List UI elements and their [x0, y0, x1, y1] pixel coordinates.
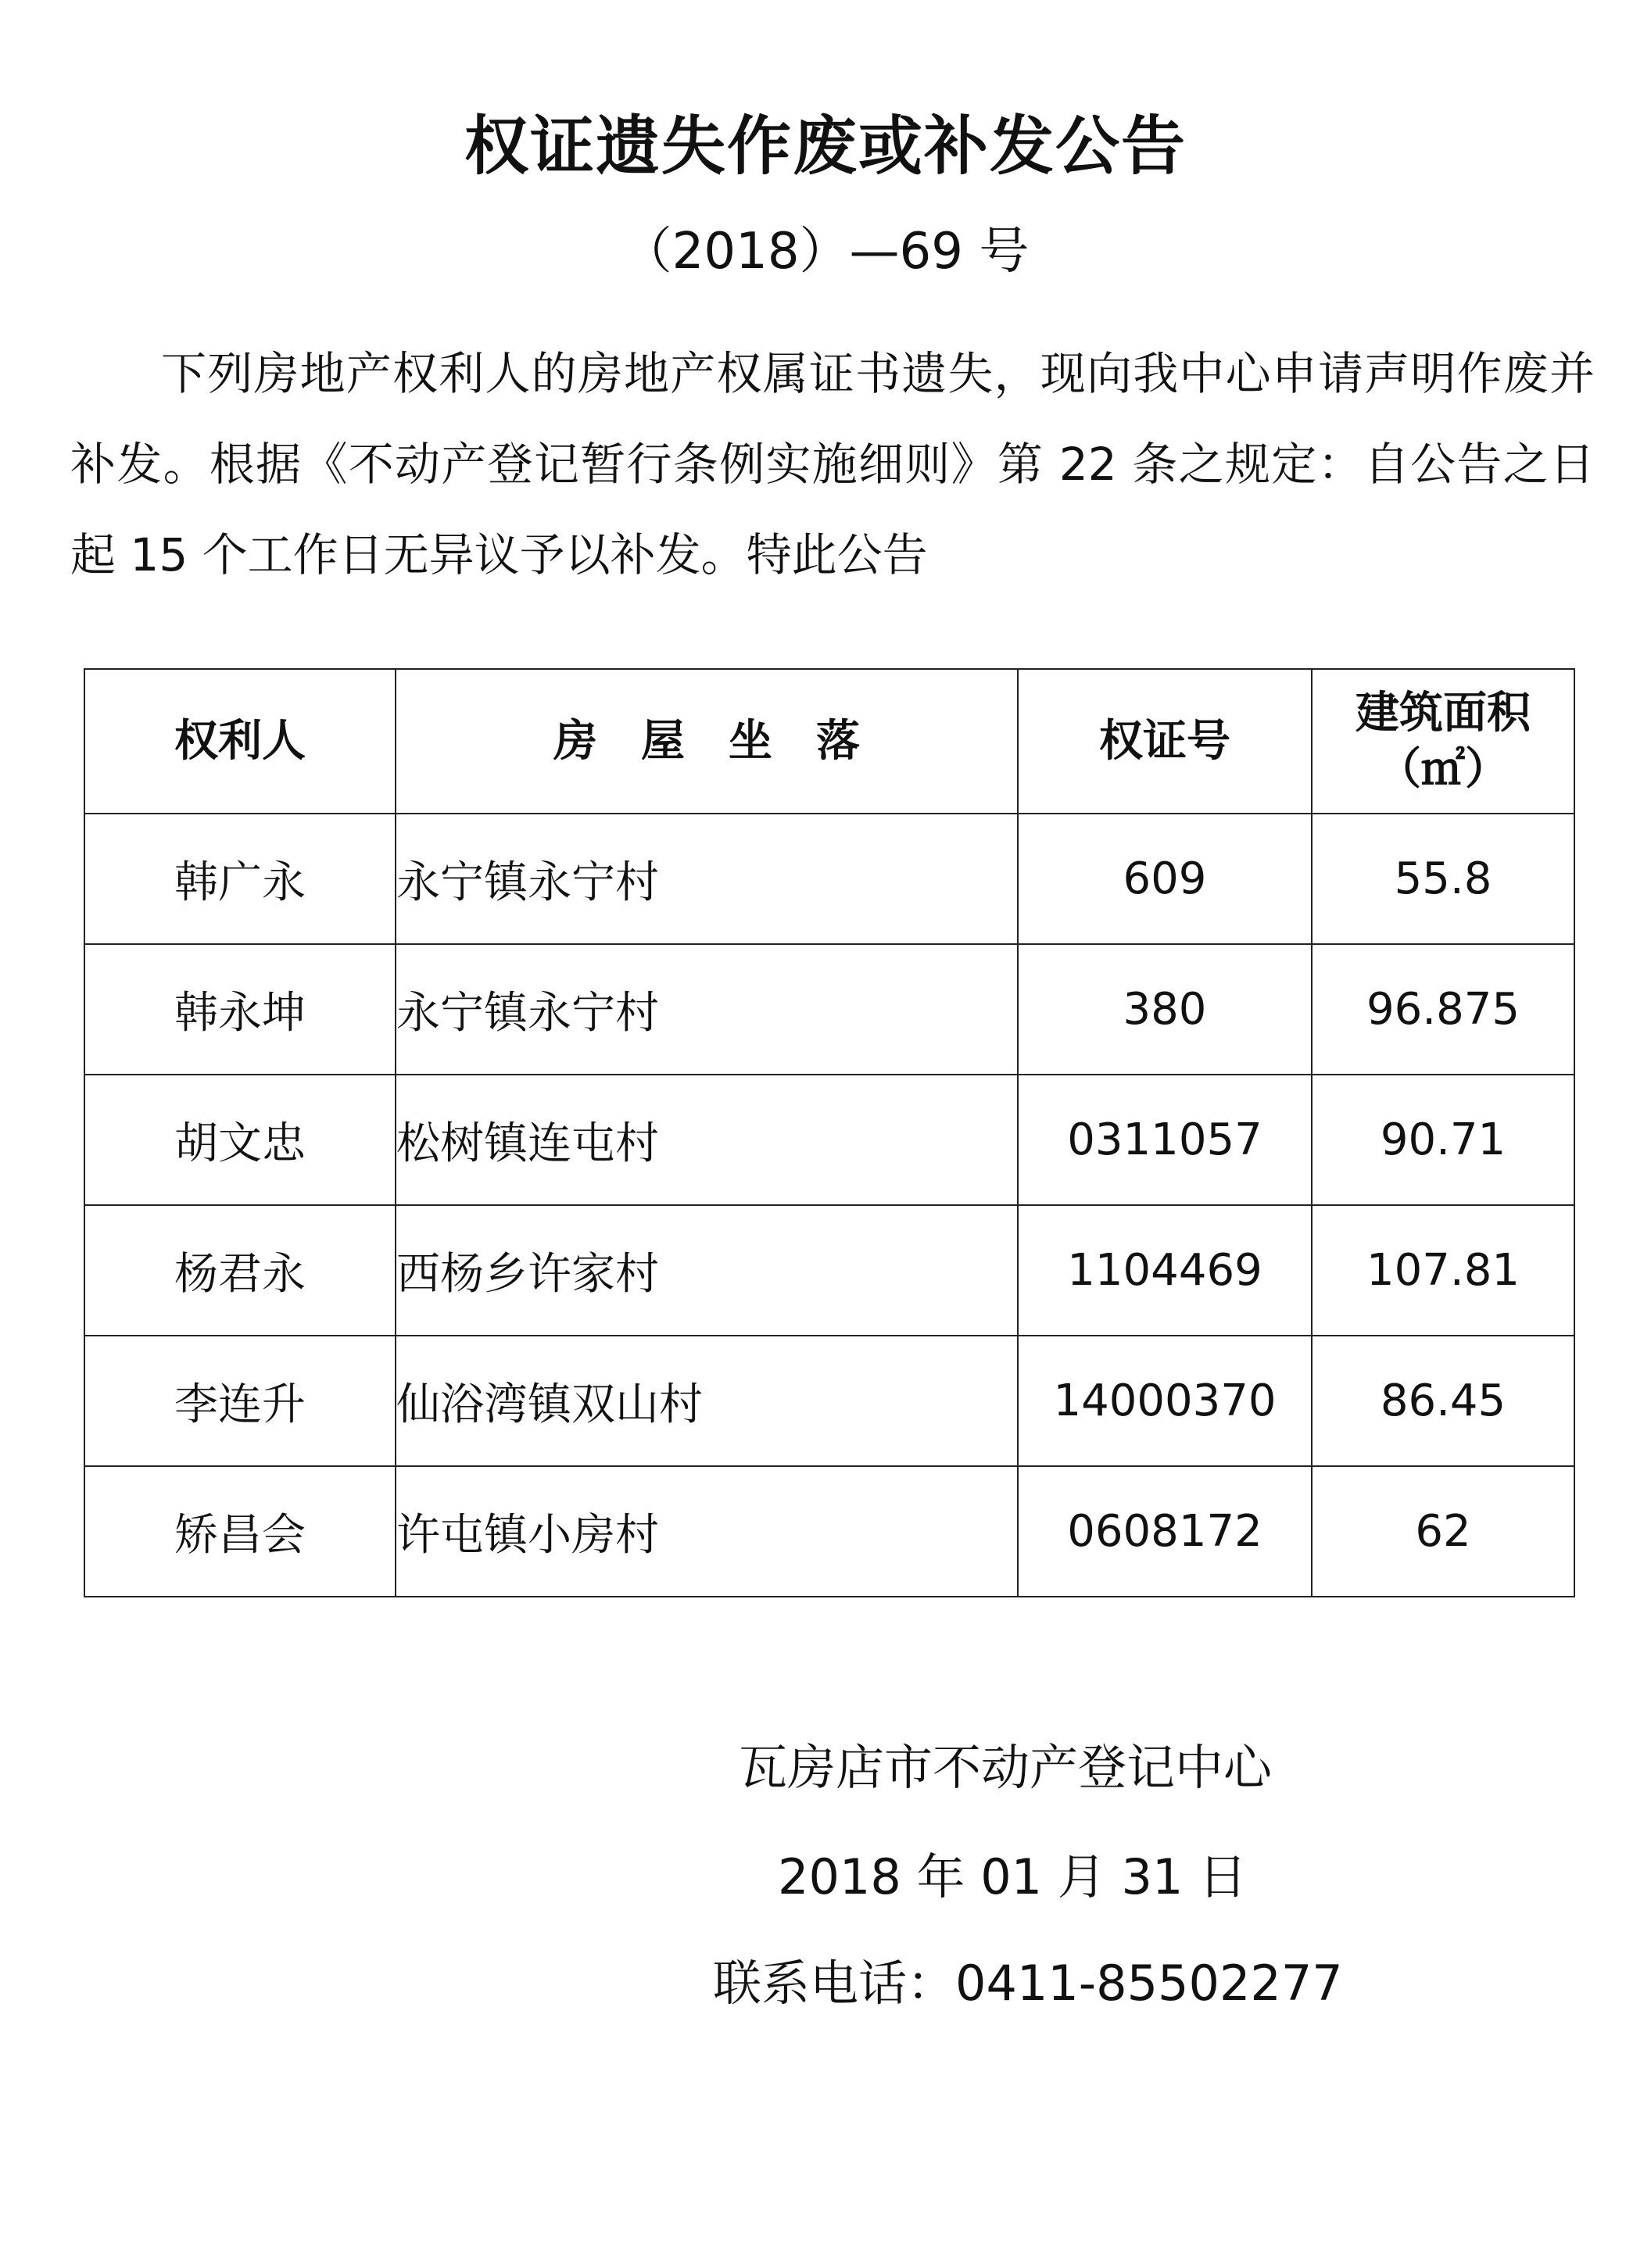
cert-no-cell: 14000370: [1018, 1336, 1312, 1466]
holder-cell: 杨君永: [84, 1205, 396, 1336]
location-cell: 仙浴湾镇双山村: [396, 1336, 1018, 1466]
area-cell: 107.81: [1312, 1205, 1574, 1336]
location-cell: 西杨乡许家村: [396, 1205, 1018, 1336]
cert-no-cell: 0608172: [1018, 1466, 1312, 1597]
table-row: [84, 1205, 1574, 1336]
table-row: [84, 1336, 1574, 1466]
table-row: [84, 814, 1574, 944]
location-cell: 许屯镇小房村: [396, 1466, 1018, 1597]
contact-phone: 联系电话：0411-85502277: [713, 1955, 1343, 2012]
notice-number: （2018）—69 号: [621, 223, 1030, 281]
area-cell: 55.8: [1312, 814, 1574, 944]
header-area-unit: （㎡）: [1377, 743, 1509, 795]
header-holder: 权利人: [84, 669, 396, 814]
cert-no-cell: 1104469: [1018, 1205, 1312, 1336]
holder-cell: 韩广永: [84, 814, 396, 944]
cert-no-cell: 609: [1018, 814, 1312, 944]
table-row: [84, 1075, 1574, 1205]
issue-date: 2018 年 01 月 31 日: [778, 1848, 1248, 1905]
area-cell: 86.45: [1312, 1336, 1574, 1466]
cert-no-cell: 380: [1018, 944, 1312, 1075]
notice-body: 下列房地产权利人的房地产权属证书遗失，现向我中心申请声明作废并补发。根据《不动产登记暂行条例实施细则》第 22 条之规定：自公告之日起 15 个工作日无异议予以补发。特此公告: [70, 347, 1595, 581]
holder-cell: 韩永坤: [84, 944, 396, 1075]
cert-no-cell: 0311057: [1018, 1075, 1312, 1205]
area-cell: 90.71: [1312, 1075, 1574, 1205]
table-row: [84, 1466, 1574, 1597]
table-row: [84, 944, 1574, 1075]
table-header-row: [84, 669, 1574, 814]
area-cell: 62: [1312, 1466, 1574, 1597]
area-cell: 96.875: [1312, 944, 1574, 1075]
header-location: 房 屋 坐 落: [396, 669, 1018, 814]
notice-title: 权证遗失作废或补发公告: [464, 109, 1187, 184]
holder-cell: 李连升: [84, 1336, 396, 1466]
header-cert-no: 权证号: [1018, 669, 1312, 814]
header-area-label: 建筑面积: [1356, 687, 1531, 739]
location-cell: 永宁镇永宁村: [396, 814, 1018, 944]
lost-certificate-table: [84, 668, 1575, 1597]
holder-cell: 矫昌会: [84, 1466, 396, 1597]
location-cell: 松树镇连屯村: [396, 1075, 1018, 1205]
issuing-organization: 瓦房店市不动产登记中心: [739, 1739, 1273, 1796]
holder-cell: 胡文忠: [84, 1075, 396, 1205]
header-area: [1312, 669, 1574, 814]
location-cell: 永宁镇永宁村: [396, 944, 1018, 1075]
